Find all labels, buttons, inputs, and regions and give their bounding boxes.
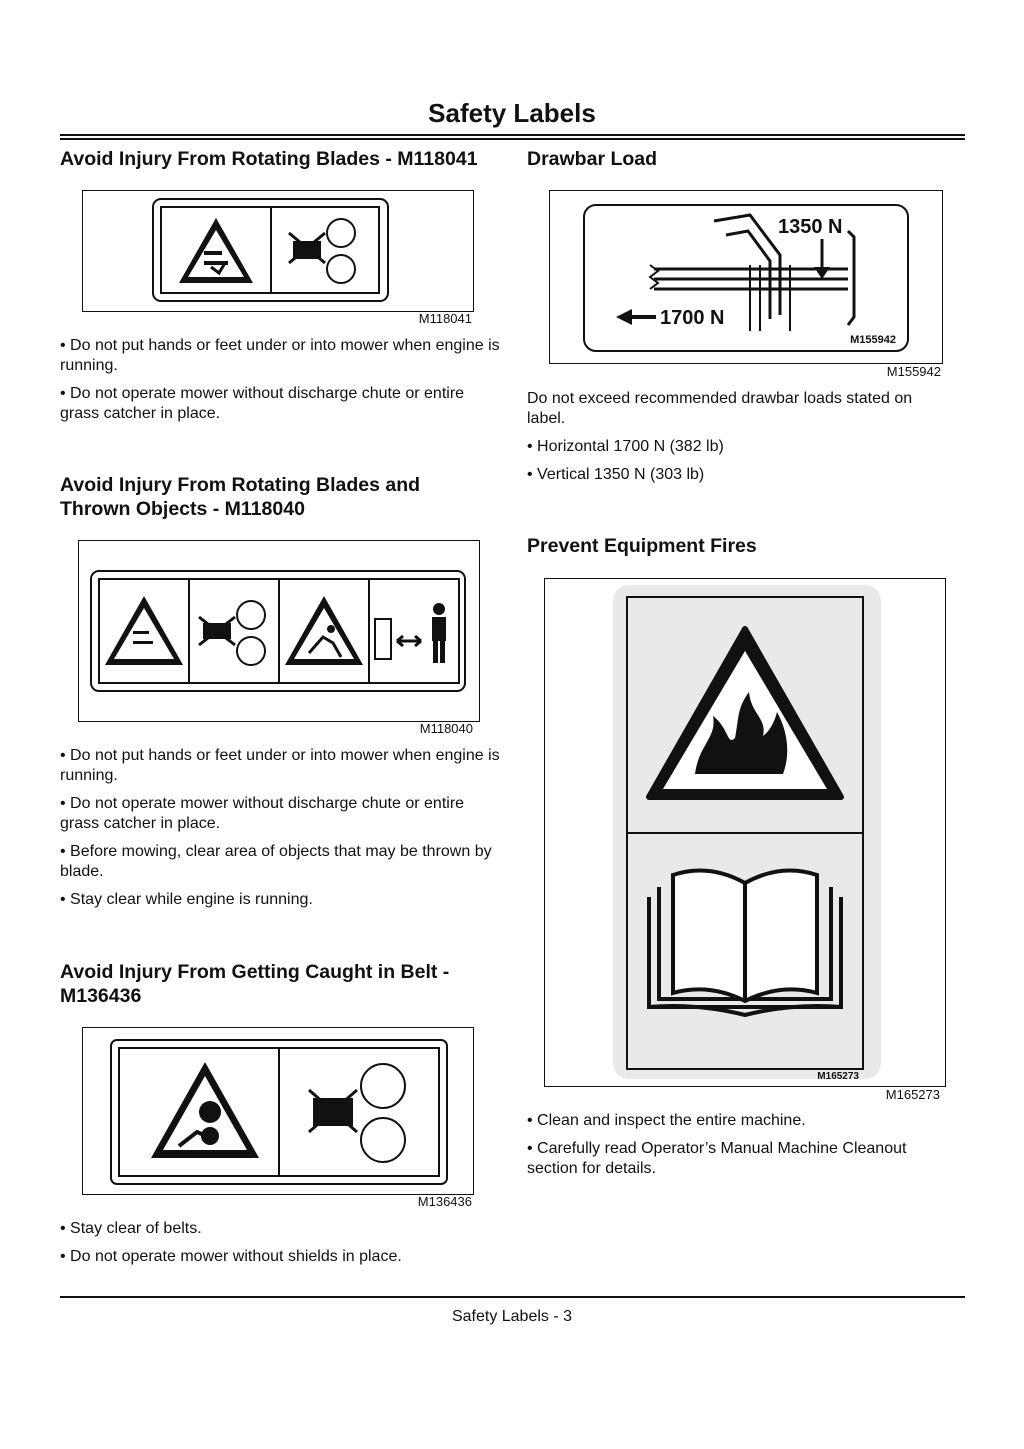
heading-line: M136436 xyxy=(60,985,142,1007)
open-book-icon xyxy=(649,871,841,1016)
horizontal-load-label: 1700 N xyxy=(660,307,725,329)
title-rule xyxy=(60,134,965,136)
list-item: • Stay clear while engine is running. xyxy=(60,891,313,908)
warning-triangle-icon xyxy=(179,218,253,283)
label-figure-m118041 xyxy=(82,190,474,312)
list-item: • Do not put hands or feet under or into mower when engine is running. xyxy=(60,747,500,784)
heading-line: Thrown Objects - M118040 xyxy=(60,498,305,520)
stay-clear-person-icon xyxy=(375,603,446,663)
page-footer: Safety Labels - 3 xyxy=(451,1308,573,1325)
figure-caption: M136436 xyxy=(417,1194,472,1209)
section-heading: Prevent Equipment Fires xyxy=(527,535,757,557)
section-heading: Drawbar Load xyxy=(527,148,658,170)
title-rule xyxy=(60,138,965,140)
figure-caption: M165273 xyxy=(885,1087,940,1102)
vertical-load-label: 1350 N xyxy=(778,216,843,238)
belt-entanglement-icon xyxy=(151,1062,259,1158)
bullet-list xyxy=(527,1111,947,1187)
section-heading xyxy=(60,960,510,1008)
rotating-blade-icon xyxy=(289,219,355,283)
list-item: • Carefully read Operator’s Manual Machine Cleanout section for details. xyxy=(527,1140,907,1177)
bullet-list xyxy=(60,746,500,918)
list-item: • Before mowing, clear area of objects that may be thrown by blade. xyxy=(60,843,492,880)
list-item: • Do not operate mower without discharge chute or entire grass catcher in place. xyxy=(60,385,465,422)
list-item: • Vertical 1350 N (303 lb) xyxy=(527,466,705,483)
rotating-blade-icon xyxy=(309,1064,405,1162)
label-figure-m165273 xyxy=(544,578,946,1087)
label-code: M165273 xyxy=(817,1071,859,1082)
bullet-list xyxy=(527,437,947,493)
bullet-list xyxy=(60,1219,500,1275)
label-figure-m118040 xyxy=(78,540,480,722)
list-item: • Clean and inspect the entire machine. xyxy=(527,1112,806,1129)
list-item: • Stay clear of belts. xyxy=(60,1220,202,1237)
label-figure-m136436 xyxy=(82,1027,474,1195)
thrown-object-icon xyxy=(285,596,363,665)
figure-caption: M118040 xyxy=(419,721,473,736)
warning-triangle-icon xyxy=(105,596,183,665)
label-code: M155942 xyxy=(850,334,896,346)
figure-caption: M155942 xyxy=(886,364,941,379)
drawbar-load-icon xyxy=(550,191,942,363)
page-title: Safety Labels xyxy=(428,98,596,128)
list-item: • Do not put hands or feet under or into mower when engine is running. xyxy=(60,337,500,374)
figure-caption: M118041 xyxy=(418,311,472,326)
list-item: • Do not operate mower without discharge chute or entire grass catcher in place. xyxy=(60,795,465,832)
heading-line: Avoid Injury From Getting Caught in Belt - xyxy=(60,961,450,983)
list-item: • Do not operate mower without shields in place. xyxy=(60,1248,402,1265)
section-heading: Avoid Injury From Rotating Blades - M118041 xyxy=(60,148,478,170)
body-paragraph: Do not exceed recommended drawbar loads stated on label. xyxy=(527,390,913,427)
label-figure-m155942 xyxy=(549,190,943,364)
section-heading xyxy=(60,473,510,521)
rotating-blade-icon xyxy=(199,601,265,665)
bullet-list xyxy=(60,336,500,432)
footer-rule xyxy=(60,1296,965,1298)
list-item: • Horizontal 1700 N (382 lb) xyxy=(527,438,724,455)
heading-line: Avoid Injury From Rotating Blades and xyxy=(60,474,421,496)
